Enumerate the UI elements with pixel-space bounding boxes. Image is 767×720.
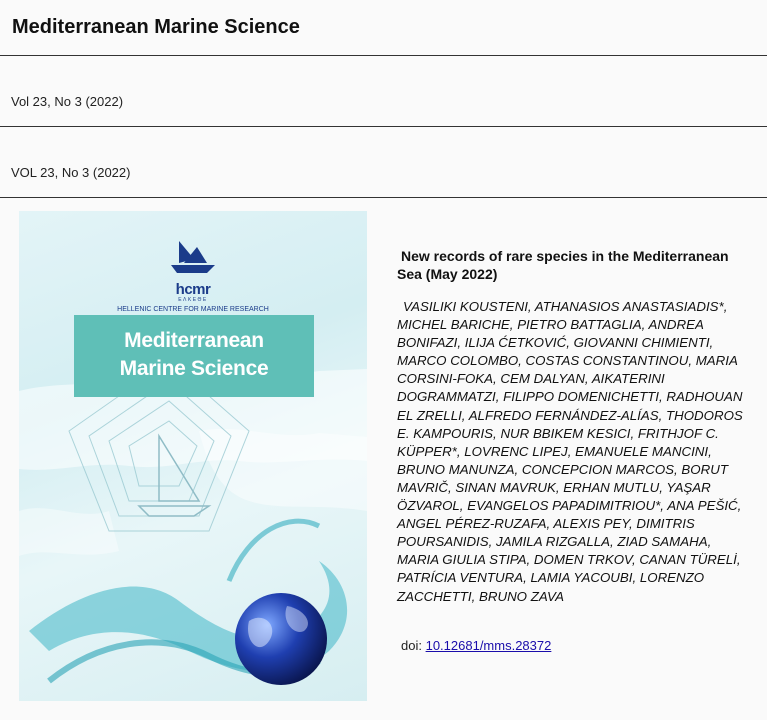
doi-link[interactable]: 10.12681/mms.28372 bbox=[425, 638, 552, 653]
cover-logo-subtext: ΕΛΚΕΘΕ bbox=[178, 297, 208, 303]
article-doi bbox=[401, 638, 551, 653]
cover-logo-text: hcmr bbox=[175, 281, 211, 298]
cover-banner-line-2: Marine Science bbox=[119, 357, 269, 380]
cover-banner-line-1: Mediterranean bbox=[124, 329, 264, 352]
article-authors: VASILIKI KOUSTENI, ATHANASIOS ANASTASIADIS*, MICHEL BARICHE, PIETRO BATTAGLIA, ANDREA BONIFAZI, ILIJA ĆETKOVIĆ, GIOVANNI CHIMIENTI, MARCO COLOMBO, COSTAS CONSTANTINOU, MARIA CORSINI-FOKA, CEM DALYAN, AIKATERINI DOGRAMMATZI, FILIPPO DOMENICHETTI, RADHOUAN EL ZRELLI, ALFREDO FERNÁNDEZ-ALÍAS, THODOROS E. KAMPOURIS, NUR BBIKEM KESICI, FRITHJOF C. KÜPPER*, LOVRENC LIPEJ, EMANUELE MANCINI, BRUNO MANUNZA, CONCEPCION MARCOS, BORUT MAVRIČ, SINAN MAVRUK, ERHAN MUTLU, YAŞAR ÖZVAROL, EVANGELOS PAPADIMITRIOU*, ANA PEŠIĆ, ANGEL PÉREZ-RUZAFA, ALEXIS PEY, DIMITRIS POURSANIDIS, JAMILA RIZGALLA, ZIAD SAMAHA, MARIA GIULIA STIPA, DOMEN TRKOV, CANAN TÜRELİ, PATRÍCIA VENTURA, LAMIA YACOUBI, LORENZO ZACCHETTI, BRUNO ZAVA bbox=[397, 299, 743, 604]
cover-banner bbox=[74, 315, 314, 397]
journal-title[interactable]: Mediterranean Marine Science bbox=[12, 16, 300, 38]
divider bbox=[0, 55, 767, 56]
divider bbox=[0, 197, 767, 198]
issue-label-upper[interactable]: VOL 23, No 3 (2022) bbox=[11, 165, 131, 180]
divider bbox=[0, 126, 767, 127]
cover-centre-name: HELLENIC CENTRE FOR MARINE RESEARCH bbox=[117, 306, 269, 313]
journal-cover-image[interactable] bbox=[19, 211, 367, 701]
doi-label: doi: bbox=[401, 638, 422, 653]
issue-label[interactable]: Vol 23, No 3 (2022) bbox=[11, 94, 124, 109]
article-title[interactable]: New records of rare species in the Mediterranean Sea (May 2022) bbox=[397, 248, 729, 282]
